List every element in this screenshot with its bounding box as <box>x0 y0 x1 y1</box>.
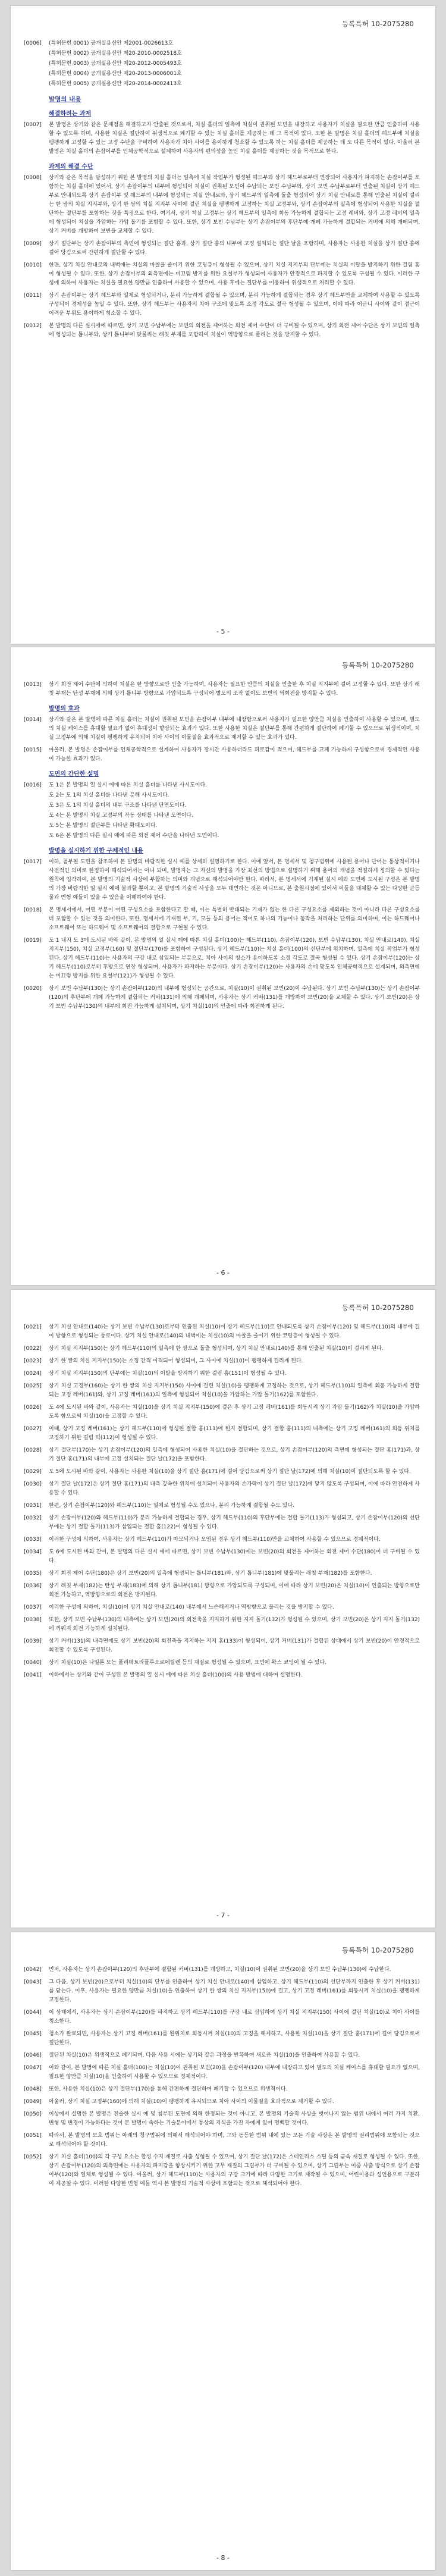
paragraph-number: [0013] <box>24 682 42 688</box>
paragraph-text: 상기 치실 홀더(100)의 각 구성 요소는 합성 수지 재질로 사출 성형될 수 있으며, 상기 절단 날(172)은 스테인리스 스틸 등의 금속 재질로 형성될 수 있다. 또한, 상기 손잡이부(120)의 외측면에는 사용자의 파지감을 향상시키기 위한 고무 재질의 그립부가 더 구비될 수 있으며, 상기 그립부는 이중 사출 방식으로 상기 손잡이부(120)와 일체로 형성될 수 있다. 아울러, 상기 헤드부(110)는 사용자의 구강 크기에 따라 다양한 크기로 제작될 수 있으며, 어린이용과 성인용으로 구분하여 제공될 수 있다. 이러한 다양한 변형 예들 역시 본 발명의 기술적 사상에 포함되는 것으로 해석되어야 한다. <box>49 2154 420 2187</box>
paragraph-text: 아울러, 본 발명은 손잡이부를 인체공학적으로 설계하여 사용자가 장시간 사용하더라도 피로감이 적으며, 헤드부를 교체 가능하게 구성함으로써 경제적인 사용이 가능한 효과가 있다. <box>49 747 420 762</box>
paragraph-number: [0020] <box>24 986 42 992</box>
paragraph-number: [0027] <box>24 1426 42 1432</box>
paragraph <box>24 1446 420 1464</box>
paragraph-number <box>24 791 49 800</box>
paragraph-number: [0014] <box>24 717 42 723</box>
page-body <box>24 681 420 1015</box>
paragraph <box>24 1603 420 1612</box>
paragraph-text: 이와 같이, 본 발명에 따른 치실 홀더(100)는 치실(10)이 권취된 보빈(20)을 손잡이부(120) 내부에 내장하고 있어 별도의 치실 케이스를 휴대할 필요가 없으며, 필요한 양만큼 치실(10)을 인출하여 사용할 수 있으므로 경제적이다. <box>49 2065 420 2080</box>
paragraph <box>24 121 420 156</box>
paragraph <box>24 1535 420 1544</box>
paragraph <box>24 2153 420 2189</box>
patent-number: 등록특허 10-2075280 <box>341 661 414 669</box>
paragraph-text: 이하에서는 상기와 같이 구성된 본 발명의 일 실시 예에 따른 치실 홀더(100)의 사용 방법에 대하여 설명한다. <box>49 1672 303 1678</box>
paragraph-number: [0035] <box>24 1571 42 1577</box>
reference-line <box>24 801 420 810</box>
paragraph-text: 도 1은 본 발명의 일 실시 예에 따른 치실 홀더를 나타낸 사시도이다. <box>49 782 208 788</box>
paragraph <box>24 1480 420 1498</box>
document-page <box>11 1290 435 1928</box>
page-footer-number: - 7 - <box>216 1911 230 1919</box>
paragraph <box>24 746 420 764</box>
reference-line <box>24 59 420 68</box>
paragraph <box>24 2051 420 2060</box>
reference-line <box>24 49 420 58</box>
paragraph <box>24 681 420 698</box>
paragraph-number: [0024] <box>24 1371 42 1377</box>
paragraph <box>24 1468 420 1477</box>
page-footer-number: - 5 - <box>216 628 230 635</box>
paragraph <box>24 1978 420 2005</box>
paragraph-text: 상기 절단부(170)는 상기 손잡이부(120)의 일측에 형성되어 사용한 치실(10)을 절단하는 것으로, 상기 손잡이부(120)의 측면에 형성되는 절단 홈(171)과, 상기 절단 홈(171)의 내부에 고정 설치되는 절단 날(172)을 포함한다. <box>49 1447 420 1462</box>
page-footer-number: - 6 - <box>216 1269 230 1277</box>
reference-line <box>24 791 420 800</box>
paragraph-text: 절단된 치실(10)은 위생적으로 폐기되며, 다음 사용 시에는 상기와 같은 과정을 반복하여 새로운 치실(10)을 인출하여 사용할 수 있다. <box>49 2052 360 2058</box>
paragraph-number: [0043] <box>24 1979 42 1985</box>
paragraph-text: 도 1 내지 도 3에 도시된 바와 같이, 본 발명의 일 실시 예에 따른 치실 홀더(100)는 헤드부(110), 손잡이부(120), 보빈 수납부(130), 치실 안내로(140), 치실 지지부(150), 치실 고정부(160) 및 절단부(170)를 포함하여 구성된다. 상기 헤드부(110)는 치실 홀더(100)의 선단부에 위치하며, 일측에 치실 작업부가 형성된다. 상기 헤드부(110)는 사용자의 구강 내로 삽입되는 부분으로, 치아 사이의 청소가 용이하도록 소정 각도로 절곡 형성될 수 있다. 상기 손잡이부(120)는 상기 헤드부(110)로부터 후방으로 연장 형성되며, 사용자가 파지하는 부분이다. 상기 손잡이부(120)는 사용자의 손에 맞도록 인체공학적으로 설계되며, 외측면에는 미끄럼 방지를 위한 요철부(121)가 형성될 수 있다. <box>49 938 420 979</box>
section-heading: 발명의 내용 <box>49 96 81 103</box>
paragraph-number: [0012] <box>24 323 42 329</box>
paragraph <box>24 1382 420 1400</box>
paragraph-text: 도 4에 도시된 바와 같이, 사용자는 치실(10)을 상기 치실 지지부(150)에 걸은 후 상기 고정 레버(161)를 회동시켜 상기 가압 돌기(162)가 치실(10)을 가압하도록 함으로써 치실(10)을 고정할 수 있다. <box>49 1405 420 1419</box>
paragraph-number: [0006] <box>24 40 42 46</box>
paragraph-number: [0010] <box>24 262 42 268</box>
paragraph-text: 이러한 구성에 의하여, 사용자는 상기 헤드부(110)가 마모되거나 오염된 경우 상기 헤드부(110)만을 교체하여 사용할 수 있으므로 경제적이다. <box>49 1537 381 1543</box>
paragraph <box>24 1345 420 1353</box>
paragraph-number <box>24 59 49 68</box>
paragraph-text: 상기 커버(131)의 내측면에도 상기 보빈(20)의 회전축을 지지하는 지지 홈(133)이 형성되어, 상기 커버(131)가 결합된 상태에서 상기 보빈(20)이 안정적으로 회전할 수 있도록 구성된다. <box>49 1638 420 1653</box>
paragraph-text: 도 6에 도시된 바와 같이, 본 발명의 다른 실시 예에 따르면, 상기 보빈 수납부(130)에는 보빈(20)의 회전을 제어하는 회전 제어 수단(180)이 더 구비될 수 있다. <box>49 1549 420 1564</box>
paragraph-number: [0039] <box>24 1638 42 1644</box>
paragraph-text: 이상에서 설명한 본 발명은 전술한 실시 예 및 첨부된 도면에 의해 한정되는 것이 아니고, 본 발명의 기술적 사상을 벗어나지 않는 범위 내에서 여러 가지 치환, 변형 및 변경이 가능하다는 것이 본 발명이 속하는 기술분야에서 통상의 지식을 가진 자에게 있어 명백할 것이다. <box>49 2111 420 2126</box>
paragraph <box>24 1569 420 1578</box>
reference-line <box>24 822 420 831</box>
paragraph-text: 상기 절단 날(172)은 상기 절단 홈(171)의 내측 깊숙한 위치에 설치되어 사용자의 손가락이 상기 절단 날(172)에 닿지 않도록 구성되며, 이에 따라 안전하게 사용할 수 있다. <box>49 1481 420 1496</box>
paragraph-number: [0033] <box>24 1537 42 1543</box>
paragraph-number: [0019] <box>24 938 42 944</box>
paragraph-text: 상기 치실 지지부(150)의 단부에는 치실(10)의 이탈을 방지하기 위한 걸림 홈(151)이 형성될 수 있다. <box>49 1371 287 1377</box>
paragraph-number: [0032] <box>24 1515 42 1521</box>
paragraph-number: [0009] <box>24 241 42 247</box>
paragraph-text: 도 3은 도 1의 치실 홀더의 내부 구조를 나타낸 단면도이다. <box>49 803 187 808</box>
paragraph-number: [0022] <box>24 1346 42 1352</box>
paragraph-number: [0036] <box>24 1583 42 1589</box>
paragraph-text: 도 5는 본 발명의 절단부를 나타낸 확대도이다. <box>49 823 158 829</box>
paragraph-number: [0034] <box>24 1549 42 1555</box>
paragraph-number <box>24 811 49 820</box>
paragraph-text: (특허문헌 0005) 공개실용신안 제20-2014-0002413호 <box>49 81 182 87</box>
paragraph-text: (특허문헌 0001) 공개실용신안 제2001-0026613호 <box>49 40 174 46</box>
document-page <box>11 1932 435 2570</box>
paragraph-number <box>24 822 49 831</box>
paragraph-number: [0030] <box>24 1481 42 1487</box>
paragraph <box>24 1616 420 1634</box>
paragraph-text: 도 2는 도 1의 치실 홀더를 나타낸 분해 사시도이다. <box>49 792 169 798</box>
paragraph-number: [0041] <box>24 1672 42 1678</box>
subsection-heading: 도면의 간단한 설명 <box>49 771 99 778</box>
paragraph-number: [0018] <box>24 907 42 913</box>
paragraph <box>24 2008 420 2026</box>
paragraph-text: (특허문헌 0002) 공개실용신안 제20-2010-0002518호 <box>49 51 182 57</box>
subsection-heading: 발명의 효과 <box>49 706 80 712</box>
paragraph <box>24 1323 420 1341</box>
paragraph <box>24 261 420 288</box>
page-body <box>24 39 420 343</box>
patent-number: 등록특허 10-2075280 <box>341 20 414 28</box>
paragraph-text: 먼저, 사용자는 상기 손잡이부(120)의 후단부에 결합된 커버(131)를 개방하고, 치실(10)이 권취된 보빈(20)을 상기 보빈 수납부(130)에 수납한다. <box>49 1967 391 1973</box>
reference-line <box>24 39 420 48</box>
paragraph-number: [0040] <box>24 1660 42 1666</box>
paragraph <box>24 2085 420 2094</box>
paragraph-text: 상기와 같은 목적을 달성하기 위한 본 발명의 치실 홀더는 일측에 치실 작업부가 형성된 헤드부와 상기 헤드부로부터 연장되어 사용자가 파지하는 손잡이부를 포함하는 치실 홀더에 있어서, 상기 손잡이부의 내부에 형성되어 치실이 권취된 보빈이 수납되는 보빈 수납부와, 상기 보빈 수납부로부터 인출된 치실이 상기 헤드부로 안내되도록 상기 손잡이부 및 헤드부의 내부에 형성되는 치실 안내로와, 상기 헤드부의 일측에 돌출 형성되어 상기 치실 안내로를 통해 인출된 치실이 걸리는 한 쌍의 치실 지지부와, 상기 한 쌍의 치실 지지부 사이에 걸린 치실을 팽팽하게 고정하는 치실 고정부와, 상기 손잡이부의 일측에 형성되어 사용한 치실을 절단하는 절단부를 포함하는 것을 특징으로 한다. 여기서, 상기 치실 고정부는 상기 헤드부의 일측에 회동 가능하게 결합되는 고정 레버와, 상기 고정 레버의 일측에 형성되어 치실을 가압하는 가압 돌기를 포함할 수 있다. 또한, 상기 보빈 수납부는 상기 손잡이부의 후단부에 개폐 가능하게 결합되는 커버에 의해 개폐되며, 상기 커버를 개방하여 보빈을 교체할 수 있다. <box>49 175 420 234</box>
paragraph <box>24 1425 420 1443</box>
paragraph <box>24 906 420 933</box>
paragraph-text: 한편, 상기 치실 안내로의 내벽에는 치실의 마찰을 줄이기 위한 코팅층이 형성될 수 있으며, 상기 치실 지지부의 단부에는 치실의 이탈을 방지하기 위한 걸림 홈이 형성될 수 있다. 또한, 상기 손잡이부의 외측면에는 미끄럼 방지를 위한 요철부가 형성되어 사용자가 안정적으로 파지할 수 있도록 구성될 수 있다. 이러한 구성에 의하여 사용자는 치실을 필요한 양만큼 인출하여 사용할 수 있으며, 사용 후에는 절단부를 이용하여 위생적으로 처리할 수 있다. <box>49 262 420 286</box>
paragraph-number: [0008] <box>24 175 42 181</box>
document-page <box>11 647 435 1285</box>
paragraph-number: [0017] <box>24 859 42 865</box>
paragraph <box>24 2064 420 2082</box>
paragraph-text: 상기 치실 고정부(160)는 상기 한 쌍의 치실 지지부(150) 사이에 걸린 치실(10)을 팽팽하게 고정하는 것으로, 상기 헤드부(110)의 일측에 회동 가능하게 결합되는 고정 레버(161)와, 상기 고정 레버(161)의 일측에 형성되어 치실(10)을 가압하는 가압 돌기(162)를 포함한다. <box>49 1383 420 1398</box>
paragraph-number: [0007] <box>24 122 42 128</box>
paragraph-number: [0045] <box>24 2031 42 2037</box>
paragraph-number: [0049] <box>24 2099 42 2105</box>
paragraph-text: 이하, 첨부된 도면을 참조하여 본 발명의 바람직한 실시 예를 상세히 설명하기로 한다. 이에 앞서, 본 명세서 및 청구범위에 사용된 용어나 단어는 통상적이거나 사전적인 의미로 한정하여 해석되어서는 아니 되며, 발명자는 그 자신의 발명을 가장 최선의 방법으로 설명하기 위해 용어의 개념을 적절하게 정의할 수 있다는 원칙에 입각하여, 본 발명의 기술적 사상에 부합하는 의미와 개념으로 해석되어야만 한다. 따라서, 본 명세서에 기재된 실시 예와 도면에 도시된 구성은 본 발명의 가장 바람직한 일 실시 예에 불과할 뿐이고, 본 발명의 기술적 사상을 모두 대변하는 것은 아니므로, 본 출원시점에 있어서 이들을 대체할 수 있는 다양한 균등물과 변형 예들이 있을 수 있음을 이해하여야 한다. <box>49 859 420 901</box>
paragraph-text: 도 5에 도시된 바와 같이, 사용자는 사용한 치실(10)을 상기 절단 홈(171)에 걸어 당김으로써 상기 절단 날(172)에 의해 치실(10)이 절단되도록 할 수 있다. <box>49 1469 411 1475</box>
paragraph-number: [0026] <box>24 1405 42 1411</box>
paragraph <box>24 1637 420 1655</box>
paragraph-text: 아울러, 상기 치실 고정부(160)에 의해 치실(10)이 팽팽하게 유지되므로 치아 사이의 이물질을 효과적으로 제거할 수 있다. <box>49 2099 334 2105</box>
paragraph <box>24 1671 420 1680</box>
paragraph-text: 도 6은 본 발명의 다른 실시 예에 따른 회전 제어 수단을 나타낸 도면이다. <box>49 833 219 839</box>
paragraph <box>24 716 420 742</box>
paragraph <box>24 1403 420 1421</box>
document-page <box>11 6 435 644</box>
paragraph <box>24 322 420 340</box>
reference-line <box>24 70 420 79</box>
paragraph-text: (특허문헌 0004) 공개실용신안 제20-2013-0006001호 <box>49 71 182 77</box>
paragraph <box>24 985 420 1011</box>
paragraph-text: 본 발명은 상기와 같은 문제점을 해결하고자 안출된 것으로서, 치실 홀더의 일측에 치실이 권취된 보빈을 내장하고 사용자가 치실을 필요한 만큼 인출하여 사용할 수 있도록 하며, 사용한 치실은 절단하여 위생적으로 폐기할 수 있는 치실 홀더를 제공하는 데 그 목적이 있다. 또한 본 발명은 치실 홀더의 헤드부에 치실을 팽팽하게 고정할 수 있는 고정 수단을 구비하여 사용자가 치아 사이를 용이하게 청소할 수 있도록 하는 치실 홀더를 제공하는 데 또 다른 목적이 있다. 아울러 본 발명은 치실 홀더의 손잡이부를 인체공학적으로 설계하여 사용자의 편의성을 높인 치실 홀더를 제공하는 것을 목적으로 한다. <box>49 122 420 155</box>
paragraph-number: [0037] <box>24 1604 42 1610</box>
paragraph-text: 또한, 상기 보빈 수납부(130)의 내측에는 상기 보빈(20)의 회전축을 지지하기 위한 지지 돌기(132)가 형성될 수 있으며, 상기 보빈(20)은 상기 지지 돌기(132)에 끼워져 회전 가능하게 설치된다. <box>49 1617 420 1632</box>
paragraph-text: 상기 회전 제어 수단(180)은 상기 보빈(20)의 일측에 형성되는 톱니부(181)와, 상기 톱니부(181)에 맞물리는 래칫 부재(182)를 포함한다. <box>49 1571 372 1577</box>
paragraph-text: 상기 절단부는 상기 손잡이부의 측면에 형성되는 절단 홈과, 상기 절단 홈의 내부에 고정 설치되는 절단 날을 포함하며, 사용자는 사용한 치실을 상기 절단 홈에 걸어 당김으로써 간편하게 절단할 수 있다. <box>49 241 420 256</box>
paragraph <box>24 936 420 981</box>
paragraph-text: 본 명세서에서, 어떤 부분이 어떤 구성요소를 포함한다고 할 때, 이는 특별히 반대되는 기재가 없는 한 다른 구성요소를 제외하는 것이 아니라 다른 구성요소를 더 포함할 수 있는 것을 의미한다. 또한, 명세서에 기재된 부, 기, 모듈 등의 용어는 적어도 하나의 기능이나 동작을 처리하는 단위를 의미하며, 이는 하드웨어나 소프트웨어 또는 하드웨어 및 소프트웨어의 결합으로 구현될 수 있다. <box>49 907 420 931</box>
paragraph-text: 상기 치실 안내로(140)는 상기 보빈 수납부(130)로부터 인출된 치실(10)이 상기 헤드부(110)로 안내되도록 상기 손잡이부(120) 및 헤드부(110)의 내부에 길이 방향으로 형성되는 통로이다. 상기 치실 안내로(140)의 내벽에는 치실(10)의 마찰을 줄이기 위한 코팅층이 형성될 수 있다. <box>49 1324 420 1339</box>
paragraph-text: 또한, 사용한 치실(10)은 상기 절단부(170)를 통해 간편하게 절단하여 폐기할 수 있으므로 위생적이다. <box>49 2086 288 2092</box>
paragraph-text: 상기 치실 지지부(150)는 상기 헤드부(110)의 일측에 한 쌍으로 돌출 형성되며, 상기 치실 안내로(140)를 통해 인출된 치실(10)이 걸리게 된다. <box>49 1346 384 1352</box>
paragraph <box>24 1514 420 1532</box>
subsection-heading: 발명을 실시하기 위한 구체적인 내용 <box>49 848 143 854</box>
paragraph-text: 상기 치실(10)은 나일론 또는 폴리테트라플루오로에틸렌 등의 재질로 형성될 수 있으며, 표면에 왁스 코팅이 될 수 있다. <box>49 1660 327 1666</box>
paragraph-number: [0042] <box>24 1967 42 1973</box>
paragraph-number: [0021] <box>24 1324 42 1330</box>
paragraph-number <box>24 832 49 841</box>
paragraph-number: [0031] <box>24 1503 42 1509</box>
paragraph-number: [0052] <box>24 2154 42 2160</box>
paragraph <box>24 1370 420 1378</box>
paragraph-text: 상기 회전 제어 수단에 의하여 치실은 한 방향으로만 인출 가능하며, 사용자는 필요한 만큼의 치실을 인출한 후 치실 지지부에 걸어 고정할 수 있다. 또한 상기 래칫 부재는 탄성 부재에 의해 상기 톱니부 방향으로 가압되도록 구성되어 별도의 조작 없이도 보빈의 역회전을 방지할 수 있다. <box>49 682 420 697</box>
paragraph-number: [0044] <box>24 2010 42 2016</box>
paragraph-text: 이러한 구성에 의하여, 치실(10)이 상기 치실 안내로(140) 내부에서 느슨해지거나 역방향으로 풀리는 것을 방지할 수 있다. <box>49 1604 334 1610</box>
paragraph-number: [0048] <box>24 2086 42 2092</box>
paragraph-text: (특허문헌 0003) 공개실용신안 제20-2012-0005493호 <box>49 61 182 67</box>
paragraph <box>24 2030 420 2048</box>
paragraph <box>24 1582 420 1600</box>
paragraph-number: [0011] <box>24 293 42 299</box>
paragraph-number: [0047] <box>24 2065 42 2071</box>
page-footer-number: - 8 - <box>216 2554 230 2562</box>
subsection-heading: 과제의 해결 수단 <box>49 164 93 170</box>
paragraph-number <box>24 80 49 89</box>
paragraph <box>24 1966 420 1975</box>
patent-number: 등록특허 10-2075280 <box>341 1946 414 1954</box>
paragraph-text: 상기 손잡이부(120)와 헤드부(110)가 분리 가능하게 결합되는 경우, 상기 헤드부(110)의 후단부에는 결합 돌기(113)가 형성되고, 상기 손잡이부(120)의 선단부에는 상기 결합 돌기(113)가 삽입되는 결합 홀(122)이 형성될 수 있다. <box>49 1515 420 1530</box>
paragraph <box>24 1357 420 1366</box>
paragraph <box>24 2132 420 2149</box>
reference-line <box>24 811 420 820</box>
paragraph-text: 상기와 같은 본 발명에 따른 치실 홀더는 치실이 권취된 보빈을 손잡이부 내부에 내장함으로써 사용자가 필요한 양만큼 치실을 인출하여 사용할 수 있으며, 별도의 치실 케이스를 휴대할 필요가 없어 휴대성이 향상되는 효과가 있다. 또한 사용한 치실은 절단부를 통해 간편하게 절단하여 폐기할 수 있으므로 위생적이며, 치실 고정부에 의해 치실이 팽팽하게 유지되어 치아 사이의 이물질을 효과적으로 제거할 수 있는 효과가 있다. <box>49 717 420 741</box>
paragraph-text: 상기 래칫 부재(182)는 탄성 부재(183)에 의해 상기 톱니부(181) 방향으로 가압되도록 구성되며, 이에 따라 상기 보빈(20)은 치실(10)이 인출되는 방향으로만 회전 가능하고, 역방향으로의 회전은 방지된다. <box>49 1583 420 1598</box>
paragraph <box>24 174 420 236</box>
paragraph-number: [0038] <box>24 1617 42 1623</box>
paragraph-text: 한편, 상기 손잡이부(120)와 헤드부(110)는 일체로 형성될 수도 있으나, 분리 가능하게 결합될 수도 있다. <box>49 1503 294 1509</box>
page-body <box>24 1966 420 2192</box>
paragraph <box>24 240 420 258</box>
paragraph-text: 상기 손잡이부는 상기 헤드부와 일체로 형성되거나, 분리 가능하게 결합될 수 있으며, 분리 가능하게 결합되는 경우 상기 헤드부만을 교체하여 사용할 수 있도록 구성되어 경제성을 높일 수 있다. 또한, 상기 헤드부는 사용자의 치아 구조에 맞도록 소정 각도로 절곡 형성될 수 있으며, 이에 따라 어금니 사이와 같이 접근이 어려운 부위도 용이하게 청소할 수 있다. <box>49 293 420 316</box>
paragraph-text: 따라서, 본 발명의 보호 범위는 아래의 청구범위에 의해서 해석되어야 하며, 그와 동등한 범위 내에 있는 모든 기술 사상은 본 발명의 권리범위에 포함되는 것으로 해석되어야 할 것이다. <box>49 2133 420 2148</box>
paragraph <box>24 2110 420 2128</box>
subsection-heading: 해결하려는 과제 <box>49 111 92 117</box>
paragraph-number: [0025] <box>24 1383 42 1389</box>
paragraph-number: [0029] <box>24 1469 42 1475</box>
paragraph-number: [0015] <box>24 747 42 753</box>
paragraph-text: 도 4는 본 발명의 치실 고정부의 작동 상태를 나타낸 도면이다. <box>49 813 193 819</box>
paragraph-number <box>24 70 49 79</box>
paragraph-number: [0051] <box>24 2133 42 2139</box>
paragraph <box>24 858 420 902</box>
paragraph <box>24 1502 420 1510</box>
paragraph-text: 청소가 완료되면, 사용자는 상기 고정 레버(161)를 원위치로 회동시켜 치실(10)의 고정을 해제하고, 사용한 치실(10)을 상기 절단 홈(171)에 걸어 당김으로써 절단한다. <box>49 2031 420 2046</box>
patent-number: 등록특허 10-2075280 <box>341 1303 414 1312</box>
paragraph-number: [0046] <box>24 2052 42 2058</box>
paragraph-number: [0023] <box>24 1358 42 1364</box>
paragraph-text: 이 상태에서, 사용자는 상기 손잡이부(120)를 파지하고 상기 헤드부(110)를 구강 내로 삽입하여 상기 치실 지지부(150) 사이에 걸린 치실(10)로 치아 사이를 청소한다. <box>49 2010 420 2025</box>
paragraph-number: [0050] <box>24 2111 42 2117</box>
paragraph-number: [0028] <box>24 1447 42 1453</box>
paragraph-text: 이때, 상기 고정 레버(161)는 상기 헤드부(110)에 형성된 결합 홈(111)에 힌지 결합되며, 상기 결합 홈(111)의 내측에는 상기 고정 레버(161)의 회동 위치를 고정하기 위한 걸림 턱(112)이 형성될 수 있다. <box>49 1426 420 1441</box>
paragraph-text: 그 다음, 상기 보빈(20)으로부터 치실(10)의 단부를 인출하여 상기 치실 안내로(140)에 삽입하고, 상기 헤드부(110)의 선단부까지 인출한 후 상기 커버(131)를 닫는다. 이후, 사용자는 필요한 양만큼 치실(10)을 인출하여 상기 한 쌍의 치실 지지부(150)에 걸고, 상기 고정 레버(161)를 회동시켜 치실(10)을 팽팽하게 고정한다. <box>49 1979 420 2003</box>
reference-line <box>24 781 420 790</box>
paragraph-number <box>24 801 49 810</box>
paragraph-text: 상기 보빈 수납부(130)는 상기 손잡이부(120)의 내부에 형성되는 공간으로, 치실(10)이 권취된 보빈(20)이 수납된다. 상기 보빈 수납부(130)는 상기 손잡이부(120)의 후단부에 개폐 가능하게 결합되는 커버(131)에 의해 개폐되며, 사용자는 상기 커버(131)를 개방하여 보빈(20)을 교체할 수 있다. 상기 보빈(20)은 상기 보빈 수납부(130)의 내부에 회전 가능하게 설치되며, 상기 치실(10)의 인출에 따라 회전하게 된다. <box>49 986 420 1010</box>
paragraph <box>24 1548 420 1566</box>
reference-line <box>24 832 420 841</box>
paragraph-text: 본 발명의 다른 실시예에 따르면, 상기 보빈 수납부에는 보빈의 회전을 제어하는 회전 제어 수단이 더 구비될 수 있으며, 상기 회전 제어 수단은 상기 보빈의 일측에 형성되는 톱니부와, 상기 톱니부에 맞물리는 래칫 부재를 포함하여 치실이 역방향으로 풀리는 것을 방지할 수 있다. <box>49 323 420 338</box>
paragraph-number: [0016] <box>24 782 42 788</box>
paragraph-number <box>24 49 49 58</box>
reference-line <box>24 80 420 89</box>
paragraph <box>24 292 420 318</box>
page-body <box>24 1323 420 1684</box>
paragraph-text: 상기 한 쌍의 치실 지지부(150)는 소정 간격 이격되어 형성되며, 그 사이에 치실(10)이 팽팽하게 걸리게 된다. <box>49 1358 303 1364</box>
paragraph <box>24 1659 420 1668</box>
paragraph <box>24 2098 420 2107</box>
